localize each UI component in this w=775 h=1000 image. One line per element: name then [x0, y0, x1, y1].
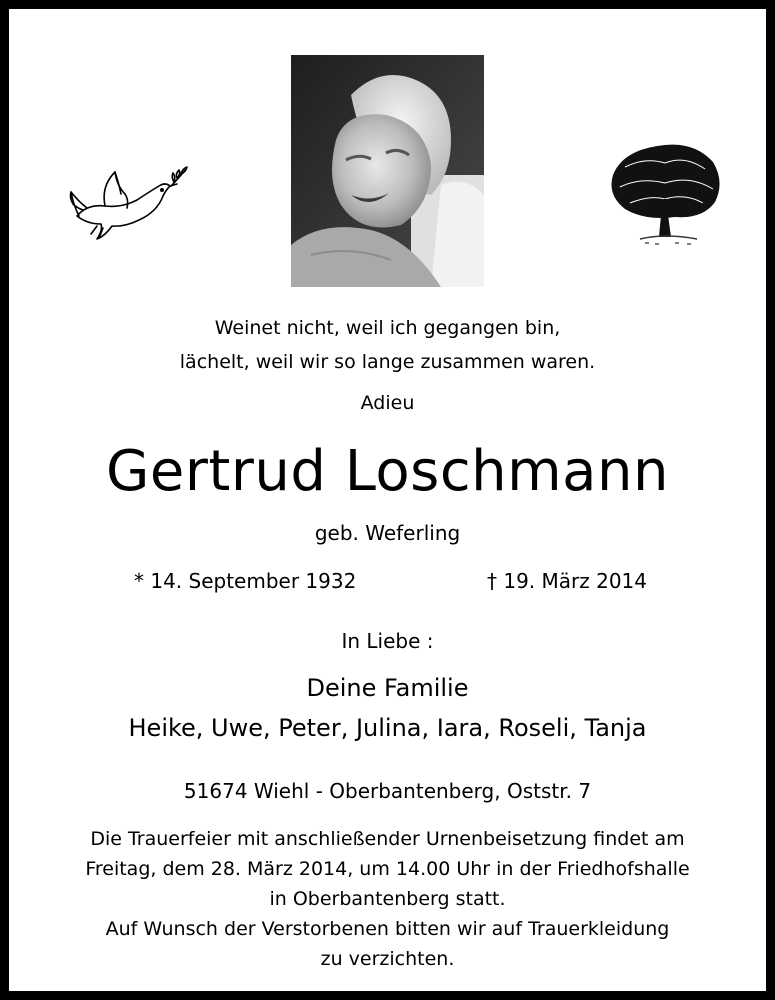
mourners-family: Deine Familie [306, 674, 469, 702]
birth-date: * 14. September 1932 [134, 569, 357, 593]
verse-line-2: lächelt, weil wir so lange zusammen waren. [179, 351, 596, 373]
maiden-name: geb. Weferling [314, 521, 461, 545]
mourners-names: Heike, Uwe, Peter, Julina, Iara, Roseli, Tanja [128, 714, 647, 742]
verse-line-1: Weinet nicht, weil ich gegangen bin, [214, 317, 561, 339]
clothing-wish [9, 914, 766, 974]
ceremony-notice [9, 824, 766, 914]
dove-with-olive-branch-icon [67, 164, 189, 246]
ceremony-line-2: Freitag, dem 28. März 2014, um 14.00 Uhr in der Friedhofshalle [85, 858, 690, 880]
death-date: † 19. März 2014 [487, 569, 648, 593]
wish-line-2: zu verzichten. [320, 948, 455, 970]
tree-icon [605, 137, 725, 249]
wish-line-1: Auf Wunsch der Verstorbenen bitten wir auf Trauerkleidung [105, 918, 670, 940]
deceased-name: Gertrud Loschmann [106, 439, 669, 504]
farewell-text: Adieu [360, 392, 415, 414]
mourners-intro: In Liebe : [341, 629, 434, 653]
portrait-photo [291, 55, 484, 287]
mourners-address: 51674 Wiehl - Oberbantenberg, Oststr. 7 [183, 779, 592, 803]
ceremony-line-1: Die Trauerfeier mit anschließender Urnenbeisetzung findet am [90, 828, 685, 850]
verse [9, 311, 766, 379]
ceremony-line-3: in Oberbantenberg statt. [269, 888, 506, 910]
